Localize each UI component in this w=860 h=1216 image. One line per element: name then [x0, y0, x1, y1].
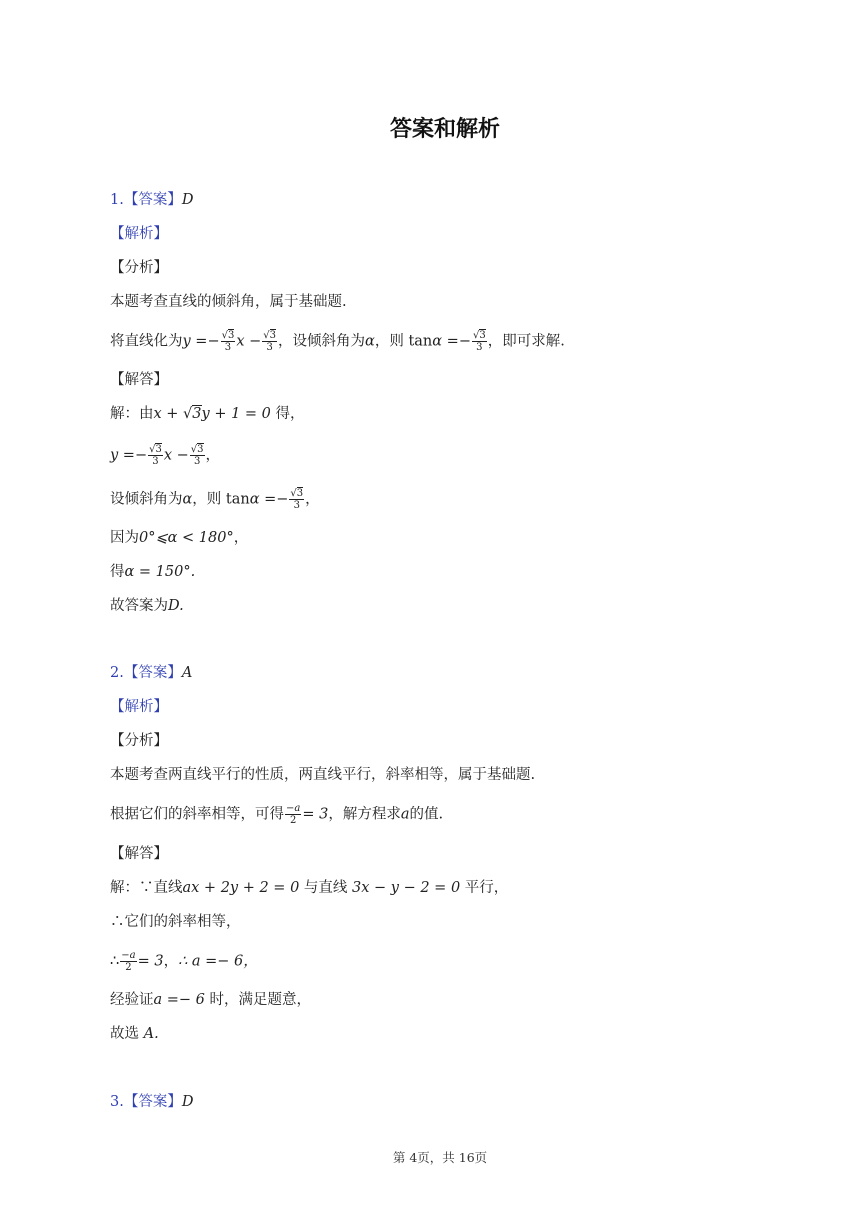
q1-s3-a: 设倾斜角为: [110, 491, 183, 508]
q2-s1-e: 平行，: [464, 880, 509, 896]
q1-s3-b: ，则: [192, 491, 222, 508]
q2-solution-4: [110, 990, 311, 1010]
q2-solution-5: [110, 1024, 159, 1044]
q1-jieda: 【解答】: [110, 372, 168, 388]
q2-s1-b: ax + 2y + 2 = 0: [182, 880, 300, 896]
q1-solution-2: y =− $\frac{√3}{3}$ x − $\frac{√3}{3}$ ，: [110, 444, 221, 467]
q1-answer: D: [181, 192, 194, 208]
fraction: $\frac{-a}{2}$: [121, 950, 136, 973]
page-title: 答案和解析: [389, 117, 500, 142]
q1-s5-a: 得: [110, 564, 125, 580]
q1-s1-a: 解：由: [110, 406, 154, 422]
q1-jiexi: 【解析】: [110, 226, 168, 242]
q3-answer-label: 【答案】: [123, 1094, 182, 1110]
q1-eq-y: y =−: [182, 333, 220, 350]
fraction: $\frac{√3}{3}$: [149, 444, 162, 467]
q2-s4-c: 时，满足题意，: [209, 992, 311, 1008]
q2-s5-b: A.: [143, 1026, 159, 1042]
q2-fenxi: 【分析】: [110, 733, 168, 749]
q2-solution-3: ∴ $\frac{-a}{2}$ = 3，∴ a =− 6，: [110, 950, 258, 973]
fraction: $\frac{√3}{3}$: [472, 330, 486, 353]
q2-jiexi: 【解析】: [110, 699, 168, 715]
q1-solution-4: 因为0°⩽α < 180°，: [110, 530, 249, 546]
q2-analysis-line2: 根据它们的斜率相等，可得 $\frac{-a}{2}$ = 3，解方程求a的值.: [110, 803, 444, 826]
q1-analysis-line2: 将直线化为y =− $\frac{√3}{3}$ x − $\frac{√3}{3}$ ，设倾斜角为α，则 tanα =− $\frac{√3}{3}$ ，即可求解.: [110, 330, 565, 353]
q1-s4-a: 因为: [110, 530, 139, 546]
q2-s5-a: 故选: [110, 1026, 139, 1042]
q1-number: 1.: [110, 192, 124, 208]
q2-solution-1: [110, 878, 508, 898]
q1-answer-line: [110, 190, 193, 210]
q1-l2-b: ，设倾斜角为: [278, 333, 366, 350]
q1-answer-label: 【答案】: [123, 192, 182, 208]
q2-s3-b: ∴ a =− 6，: [178, 953, 258, 970]
q1-solution-6: [110, 596, 184, 616]
fraction: $\frac{√3}{3}$: [263, 330, 277, 353]
q3-answer: D: [181, 1094, 194, 1110]
q2-l2-a: 根据它们的斜率相等，可得: [110, 806, 284, 823]
q1-s4-b: 0°⩽α < 180°: [139, 530, 234, 546]
q2-solution-2: ∴它们的斜率相等，: [110, 914, 241, 930]
q1-fenxi: 【分析】: [110, 260, 168, 276]
q2-l2-b: ，解方程求: [328, 806, 401, 823]
fraction: $\frac{√3}{3}$: [221, 330, 235, 353]
q2-s1-a: 解：∵直线: [110, 880, 183, 896]
q1-l2-d: ，即可求解.: [487, 333, 565, 350]
q1-analysis-line1: 本题考查直线的倾斜角，属于基础题.: [110, 294, 347, 310]
q2-s4-b: a =− 6: [153, 992, 205, 1008]
q1-s6-a: 故答案为: [110, 598, 168, 614]
q3-answer-line: [110, 1092, 193, 1112]
q2-answer-line: [110, 663, 192, 683]
q1-s6-b: D.: [168, 598, 184, 614]
q3-number: 3.: [110, 1094, 124, 1110]
q1-solution-5: [110, 562, 195, 582]
q2-l2-c: 的值.: [409, 806, 444, 823]
q2-answer-label: 【答案】: [123, 665, 182, 681]
q2-jieda: 【解答】: [110, 846, 168, 862]
q2-s1-d: 3x − y − 2 = 0: [352, 880, 461, 896]
q2-answer: A: [181, 665, 193, 681]
q1-solution-1: 解：由x + √3y + 1 = 0 得，: [110, 406, 305, 422]
fraction: $\frac{√3}{3}$: [290, 488, 304, 511]
fraction: $\frac{-a}{2}$: [286, 803, 301, 826]
q1-l2-c: ，则: [374, 333, 404, 350]
q1-solution-3: 设倾斜角为α，则 tanα =− $\frac{√3}{3}$ ，: [110, 488, 320, 511]
fraction: $\frac{√3}{3}$: [190, 444, 204, 467]
q2-number: 2.: [110, 665, 124, 681]
q1-l2-a: 将直线化为: [110, 333, 183, 350]
q1-s1-b: 得，: [275, 406, 305, 422]
q1-s5-b: α = 150°.: [124, 564, 196, 580]
q2-analysis-line1: 本题考查两直线平行的性质，两直线平行，斜率相等，属于基础题.: [110, 767, 536, 783]
page-footer: 第 4页，共 16页: [392, 1150, 488, 1165]
q2-s4-a: 经验证: [110, 992, 154, 1008]
q2-s1-c: 与直线: [303, 880, 348, 896]
